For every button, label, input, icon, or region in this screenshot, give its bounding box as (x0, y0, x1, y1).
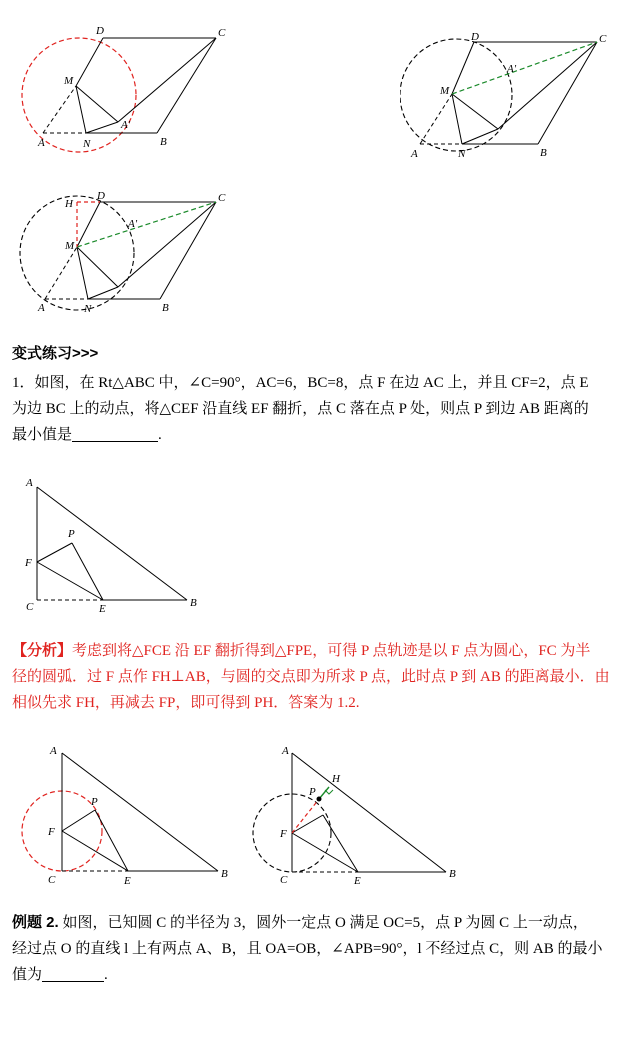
problem-1-line-3: 最小值是 . (12, 427, 162, 443)
label-A: A (38, 302, 45, 314)
example-2-line-3: 值为 . (12, 967, 108, 983)
label-A-prime: A' (128, 218, 138, 230)
example-2-line-2: 经过点 O 的直线 l 上有两点 A、B，且 OA=OB，∠APB=90°，l 不经过点 C，则 AB 的最小 (12, 941, 603, 957)
segment-AB (37, 487, 187, 600)
label-B: B (160, 136, 167, 148)
segment-AB (292, 753, 446, 872)
segment-MN (452, 94, 462, 144)
label-B: B (162, 302, 169, 314)
label-F: F (48, 826, 55, 838)
label-F: F (280, 828, 287, 840)
segment-FP (292, 815, 323, 833)
segment-AM (420, 94, 452, 144)
label-A-prime: A' (507, 63, 517, 75)
segment-MA-prime (452, 94, 498, 129)
analysis (12, 638, 628, 716)
label-P: P (68, 528, 75, 540)
problem-1 (12, 370, 628, 448)
label-N: N (458, 148, 466, 160)
label-A: A (38, 137, 45, 149)
segment-MC-green (452, 42, 597, 94)
segment-AB (62, 753, 218, 871)
segment-NA-prime (462, 129, 498, 144)
answer-blank[interactable] (42, 965, 104, 982)
segment-A-prime-C (498, 42, 597, 129)
label-H: H (65, 198, 73, 210)
analysis-line-1: 【分析】考虑到将△FCE 沿 EF 翻折得到△FPE，可得 P 点轨迹是以 F 点为圆心，FC 为半 (12, 643, 591, 659)
label-A: A (50, 745, 57, 757)
segment-FP (37, 543, 72, 562)
segment-PE (323, 815, 358, 872)
problem-1-line-1: 1．如图，在 Rt△ABC 中，∠C=90°，AC=6，BC=8，点 F 在边 AC 上，并且 CF=2，点 E (12, 375, 589, 391)
segment-CB (538, 42, 597, 144)
label-P: P (309, 786, 316, 798)
label-C: C (280, 874, 288, 886)
section-heading: 变式练习>>> (12, 345, 99, 362)
figure-triangle-red-circle (15, 738, 240, 888)
segment-FE (62, 831, 128, 871)
segment-FH-red (292, 799, 319, 833)
analysis-line-2: 径的圆弧．过 F 点作 FH⊥AB，与圆的交点即为所求 P 点，此时点 P 到 AB 的距离最小．由 (12, 669, 610, 685)
label-B: B (540, 147, 547, 159)
label-C: C (48, 874, 56, 886)
segment-AM (45, 247, 77, 299)
label-E: E (124, 875, 131, 887)
label-E: E (354, 875, 361, 887)
segment-A-prime-C (118, 38, 216, 122)
segment-MN (77, 247, 88, 299)
label-H: H (332, 773, 340, 785)
problem-1-line-2: 为边 BC 上的动点，将△CEF 沿直线 EF 翻折，点 C 落在点 P 处，则点 P 到边 AB 距离的 (12, 401, 589, 417)
segment-AM (43, 86, 76, 133)
label-C: C (26, 601, 34, 613)
label-M: M (65, 240, 75, 252)
segment-FP (62, 810, 95, 831)
segment-CB (160, 202, 216, 299)
label-F: F (25, 557, 32, 569)
label-A: A (26, 477, 33, 489)
label-A-prime: A' (121, 119, 131, 131)
label-D: D (97, 190, 105, 202)
segment-CB (157, 38, 216, 133)
segment-A-prime-C (118, 202, 216, 287)
label-M: M (440, 85, 450, 97)
segment-MD (452, 42, 474, 94)
label-N: N (83, 138, 91, 150)
right-angle-mark (325, 790, 333, 794)
segment-FE (292, 833, 358, 872)
label-C: C (599, 33, 607, 45)
locus-circle (400, 39, 512, 151)
label-B: B (221, 868, 228, 880)
segment-PE (95, 810, 128, 871)
figure-fold-red-circle (10, 20, 240, 155)
label-D: D (96, 25, 104, 37)
analysis-line-3: 相似先求 FH，再减去 FP，即可得到 PH．答案为 1.2. (12, 695, 360, 711)
label-P: P (91, 796, 98, 808)
label-C: C (218, 27, 226, 39)
locus-circle (20, 196, 134, 310)
segment-MC-green (77, 202, 216, 247)
segment-NA-prime (86, 122, 118, 133)
label-A: A (282, 745, 289, 757)
label-E: E (99, 603, 106, 615)
locus-circle (22, 38, 136, 152)
figure-fold-black-circle (400, 28, 630, 163)
example-2-line-1: 例题 2. 如图，已知圆 C 的半径为 3，圆外一定点 O 满足 OC=5，点 P 为圆 C 上一动点， (12, 914, 588, 931)
label-C: C (218, 192, 226, 204)
figure-triangle-fold (20, 470, 220, 615)
segment-MD (76, 38, 103, 86)
figure-triangle-perpendicular (245, 738, 470, 888)
label-B: B (449, 868, 456, 880)
label-A: A (411, 148, 418, 160)
figure-fold-with-H (10, 185, 240, 320)
label-N: N (84, 303, 92, 315)
label-M: M (64, 75, 74, 87)
analysis-tag: 【分析】 (12, 643, 73, 659)
point-P-dot (317, 797, 322, 802)
answer-blank[interactable] (72, 425, 158, 442)
label-D: D (471, 31, 479, 43)
example-2 (12, 910, 628, 988)
segment-MA-prime (77, 247, 118, 287)
example-2-label: 例题 2. (12, 914, 59, 931)
label-B: B (190, 597, 197, 609)
